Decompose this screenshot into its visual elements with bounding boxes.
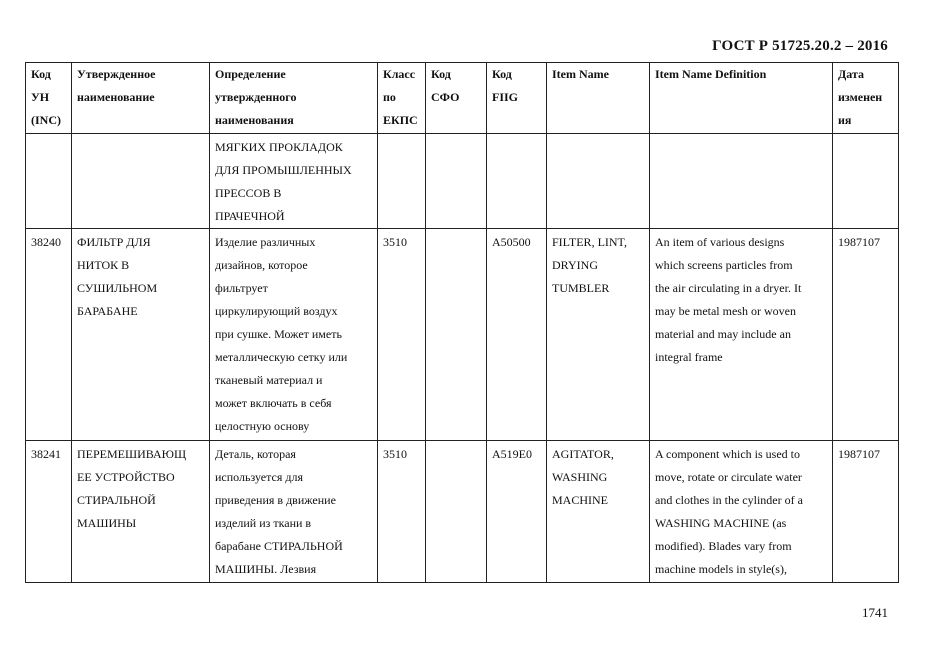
cell-date: 1987107 [833,441,899,583]
cell-code [26,134,72,229]
page-number: 1741 [862,605,888,620]
table-row [26,134,899,229]
header-code-inc: Код УН (INC) [26,63,72,134]
catalog-table [25,62,899,583]
cell-item-name [547,134,650,229]
cell-name-ru: ФИЛЬТР ДЛЯ НИТОК В СУШИЛЬНОМ БАРАБАНЕ [72,229,210,441]
cell-code: 38240 [26,229,72,441]
cell-sfo [426,134,487,229]
cell-sfo [426,441,487,583]
header-definition: Определение утвержденного наименования [210,63,378,134]
header-item-name: Item Name [547,63,650,134]
cell-ekps [378,134,426,229]
cell-item-definition: An item of various designs which screens particles from the air circulating in a dryer. It may be metal mesh or woven material and may include an integral frame [650,229,833,441]
table-header-row [26,63,899,134]
header-change-date: Дата изменен ия [833,63,899,134]
cell-ekps: 3510 [378,441,426,583]
cell-name-ru: ПЕРЕМЕШИВАЮЩ ЕЕ УСТРОЙСТВО СТИРАЛЬНОЙ МАШИНЫ [72,441,210,583]
cell-fiig: A519E0 [487,441,547,583]
header-ekps-class: Класс по ЕКПС [378,63,426,134]
header-fiig-code: Код FIIG [487,63,547,134]
header-approved-name: Утвержденное наименование [72,63,210,134]
table-row [26,229,899,441]
cell-ekps: 3510 [378,229,426,441]
standard-header: ГОСТ Р 51725.20.2 – 2016 [712,38,888,54]
cell-fiig [487,134,547,229]
header-sfo-code: Код СФО [426,63,487,134]
cell-name-ru [72,134,210,229]
table-row [26,441,899,583]
cell-item-definition: A component which is used to move, rotate or circulate water and clothes in the cylinder of a WASHING MACHINE (as modified). Blades vary from machine models in style(s), [650,441,833,583]
cell-code: 38241 [26,441,72,583]
cell-definition-ru: Изделие различных дизайнов, которое фильтрует циркулирующий воздух при сушке. Может иметь металлическую сетку или тканевый материал и может включать в себя целостную основу [210,229,378,441]
cell-item-definition [650,134,833,229]
cell-item-name: AGITATOR, WASHING MACHINE [547,441,650,583]
cell-date [833,134,899,229]
cell-definition-ru: МЯГКИХ ПРОКЛАДОК ДЛЯ ПРОМЫШЛЕННЫХ ПРЕССОВ В ПРАЧЕЧНОЙ [210,134,378,229]
cell-date: 1987107 [833,229,899,441]
cell-item-name: FILTER, LINT, DRYING TUMBLER [547,229,650,441]
cell-sfo [426,229,487,441]
cell-definition-ru: Деталь, которая используется для приведения в движение изделий из ткани в барабане СТИРАЛЬНОЙ МАШИНЫ. Лезвия [210,441,378,583]
header-item-name-definition: Item Name Definition [650,63,833,134]
cell-fiig: A50500 [487,229,547,441]
